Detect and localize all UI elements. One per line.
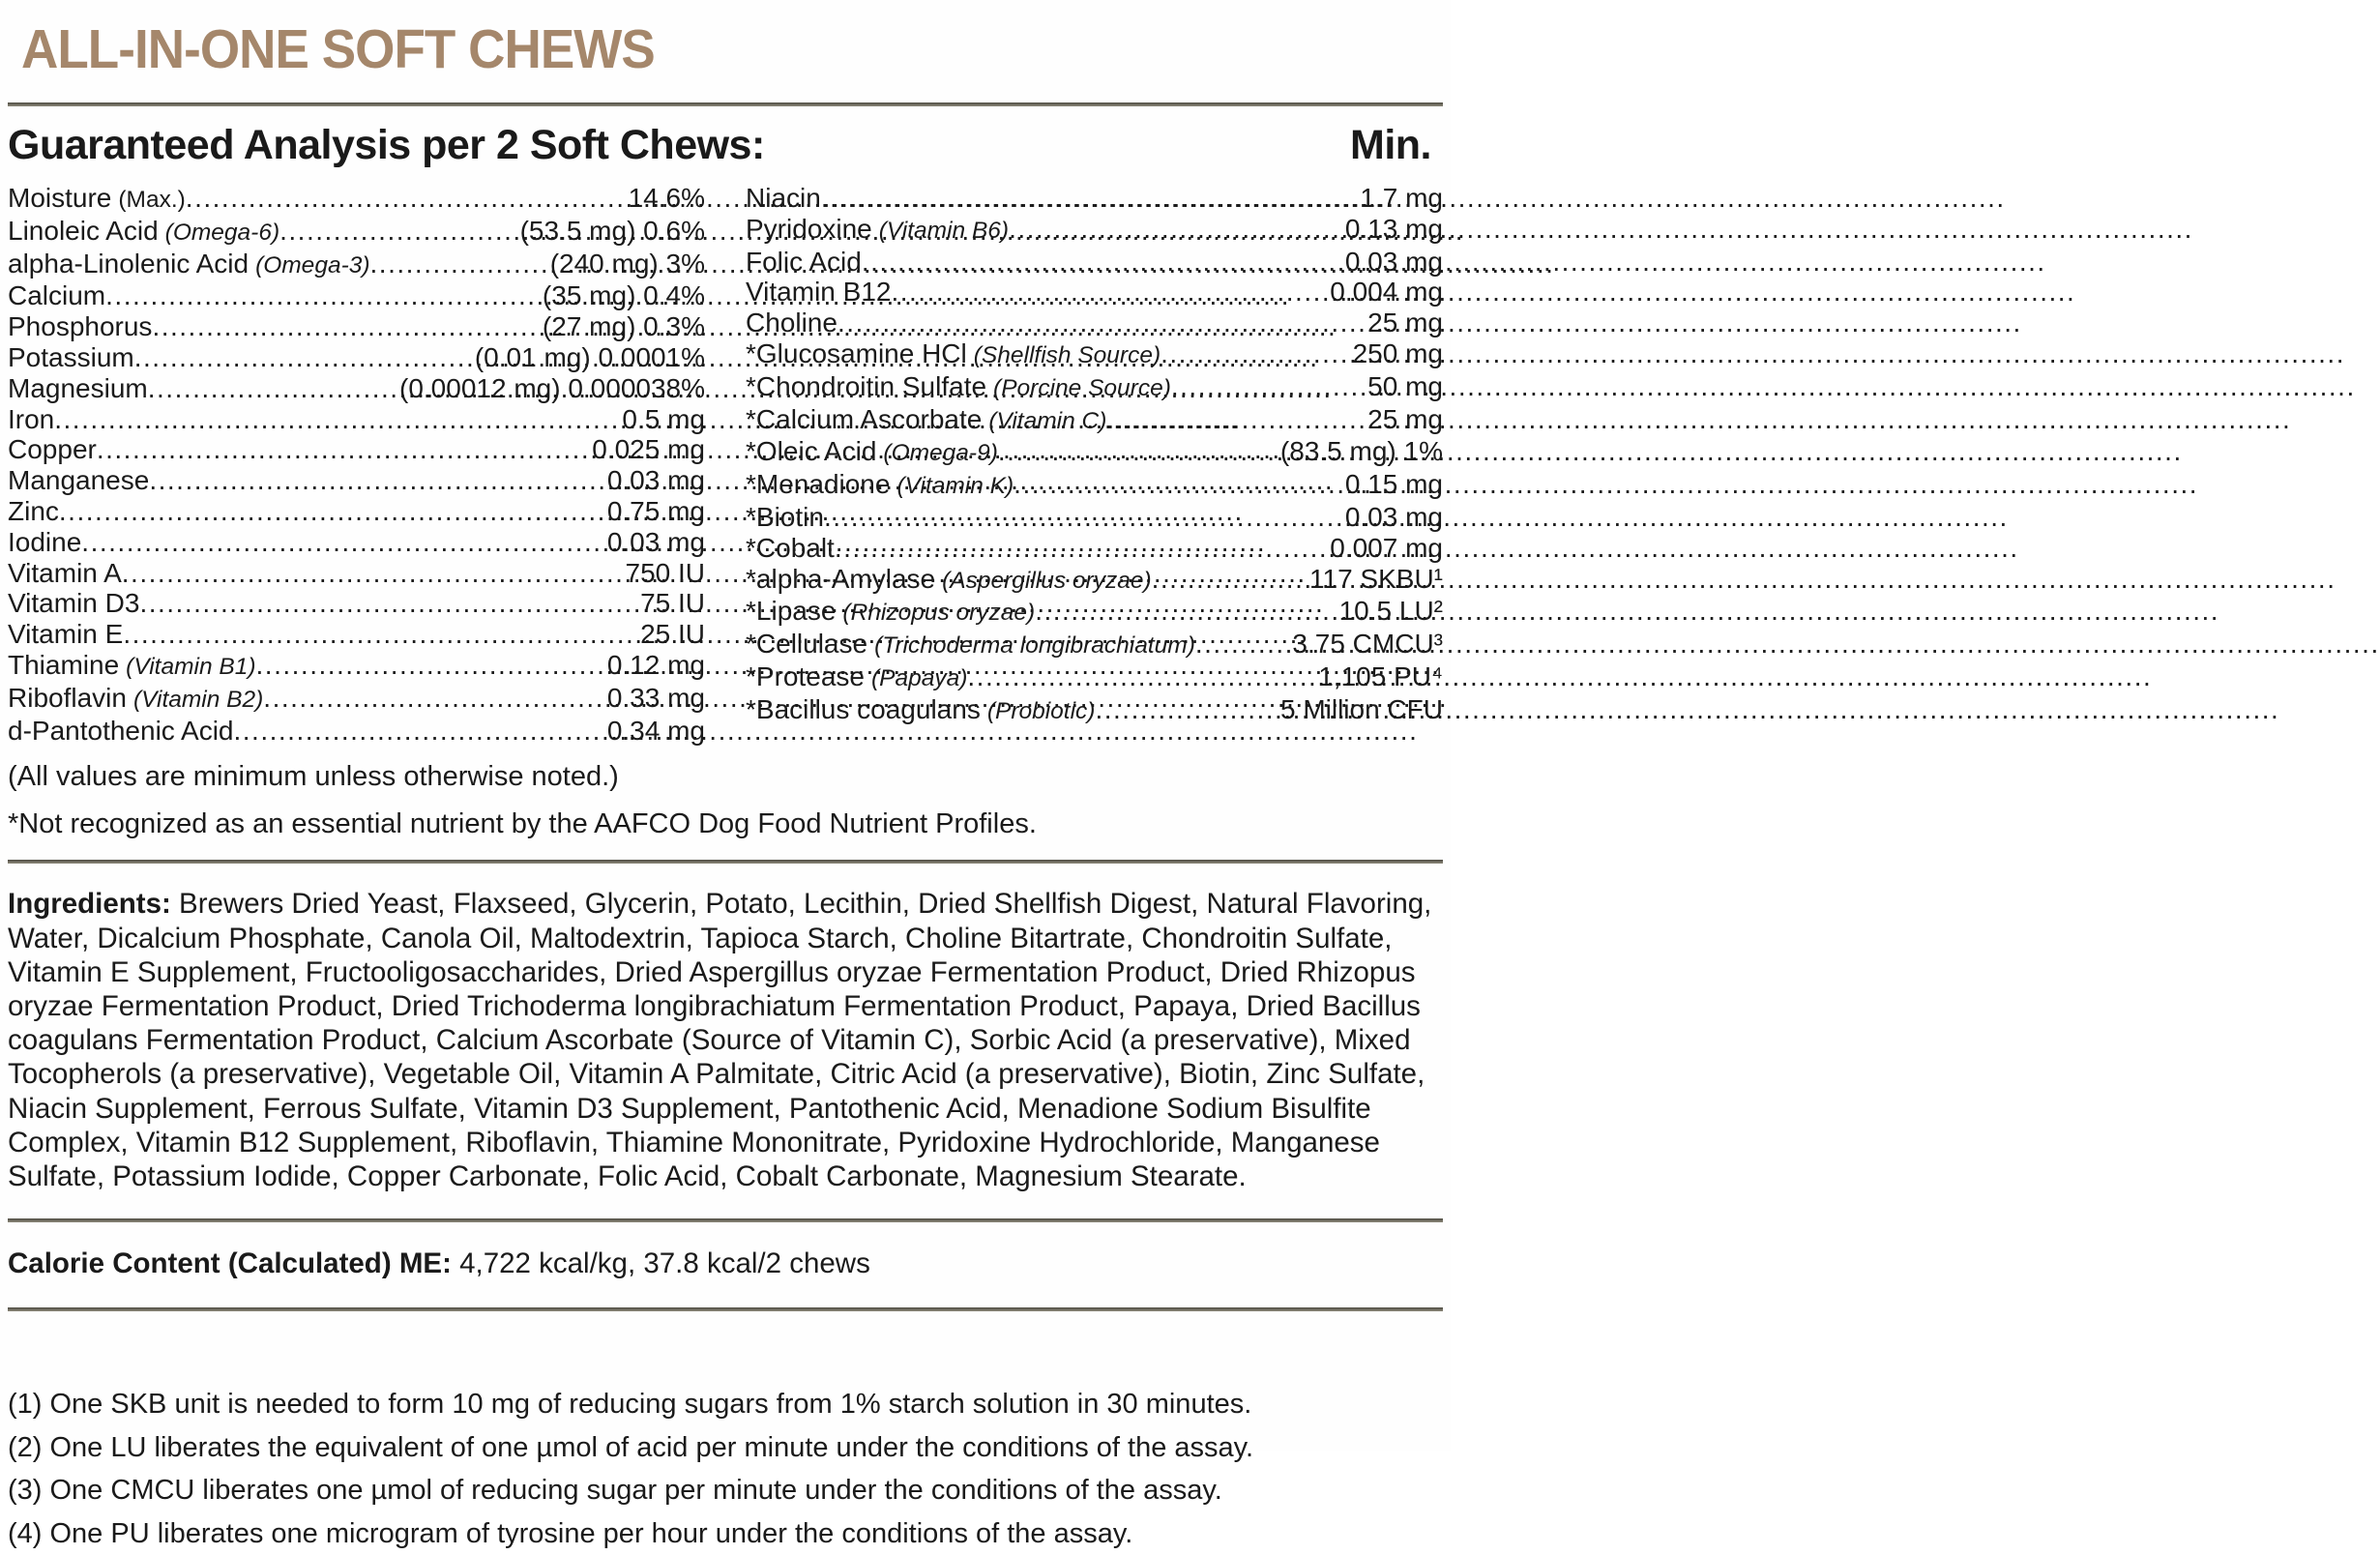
ingredients-text: Brewers Dried Yeast, Flaxseed, Glycerin, Potato, Lecithin, Dried Shellfish Digest, Natural Flavoring, Water, Dicalcium Phosphate, Canola Oil, Maltodextrin, Tapioca Starch, Choline Bitartrate, Chondroitin Sulfate, Vitamin E Supplement, Fructooligosaccharides, Dried Aspergillus oryzae Fermentation Product, Dried Rhizopus oryzae Fermentation Product, Dried Trichoderma longibrachiatum Fermentation Product, Papaya, Dried Bacillus coagulans Fermentation Product, Calcium Ascorbate (Source of Vitamin C), Sorbic Acid (a preservative), Mixed Tocopherols (a preservative), Vegetable Oil, Vitamin A Palmitate, Citric Acid (a preservative), Biotin, Zinc Sulfate, Niacin Supplement, Ferrous Sulfate, Vitamin D3 Supplement, Pantothenic Acid, Menadione Sodium Bisulfite Complex, Vitamin B12 Supplement, Riboflavin, Thiamine Mononitrate, Pyridoxine Hydrochloride, Manganese Sulfate, Potassium Iodide, Copper Carbonate, Folic Acid, Cobalt Carbonate, Magnesium Stearate. <box>8 888 1432 1192</box>
dot-leader <box>821 183 1358 214</box>
nutrient-label: *Oleic Acid <box>746 436 877 467</box>
nutrient-value: (53.5 mg) 0.6% <box>519 215 705 246</box>
dot-leader <box>54 404 619 435</box>
all-values-note: (All values are minimum unless otherwise noted.) <box>8 761 619 793</box>
nutrient-value: 0.34 mg <box>606 715 705 746</box>
dot-leader <box>149 465 603 496</box>
nutrient-value: 25 mg <box>1367 403 1443 434</box>
dot-leader <box>1014 469 1342 500</box>
dot-leader <box>1009 214 1342 245</box>
nutrient-label: Riboflavin <box>8 682 127 713</box>
analysis-right-column <box>746 183 1443 746</box>
nutrient-label: Iron <box>8 403 55 434</box>
aafco-note: *Not recognized as an essential nutrient by the AAFCO Dog Food Nutrient Profiles. <box>8 808 1037 840</box>
nutrient-row <box>8 183 705 216</box>
nutrient-row <box>8 496 705 527</box>
nutrient-row <box>8 249 705 281</box>
dot-leader <box>81 527 604 558</box>
ingredients-paragraph <box>8 864 1443 1218</box>
nutrient-label: Thiamine <box>8 649 120 680</box>
nutrient-label: Niacin <box>746 183 821 213</box>
dot-leader <box>835 533 1327 564</box>
dot-leader <box>998 436 1278 467</box>
nutrient-value: (0.01 mg) 0.0001% <box>474 341 705 372</box>
nutrient-value: 5 Million CFU <box>1279 693 1443 724</box>
nutrient-label: *Cellulase <box>746 629 868 660</box>
dot-leader <box>263 683 604 714</box>
dot-leader <box>123 619 637 650</box>
dot-leader <box>1035 596 1336 627</box>
nutrient-value: 0.15 mg <box>1344 469 1443 500</box>
nutrient-value: (240 mg) 3% <box>549 248 705 279</box>
nutrient-row <box>746 469 1443 502</box>
nutrient-row <box>746 183 1443 214</box>
dot-leader <box>234 716 604 747</box>
nutrient-row <box>8 404 705 435</box>
nutrient-label: *Menadione <box>746 469 891 500</box>
nutrient-value: (0.00012 mg) 0.000038% <box>399 372 705 403</box>
unit-footnotes <box>8 1383 1443 1555</box>
nutrient-row <box>8 683 705 716</box>
nutrient-note: (Omega-9) <box>883 440 998 467</box>
nutrient-value: 0.004 mg <box>1330 277 1443 308</box>
dot-leader <box>1106 404 1365 435</box>
dot-leader <box>862 247 1342 278</box>
nutrient-value: 117 SKBU¹ <box>1309 563 1443 594</box>
nutrient-label: d-Pantothenic Acid <box>8 715 234 746</box>
nutrient-row <box>746 564 1443 597</box>
nutrient-row <box>8 619 705 650</box>
nutrient-row <box>8 216 705 249</box>
nutrient-value: 0.03 mg <box>1344 501 1443 532</box>
nutrient-row <box>746 338 1443 371</box>
nutrient-row <box>8 588 705 619</box>
nutrient-label: Vitamin A <box>8 557 122 588</box>
nutrient-value: 25 IU <box>640 619 705 650</box>
nutrient-value: 0.75 mg <box>606 495 705 526</box>
nutrient-note: (Rhizopus oryzae) <box>842 600 1036 627</box>
nutrient-label: Manganese <box>8 465 150 496</box>
nutrient-row <box>746 629 1443 661</box>
unit-footnote-line: (3) One CMCU liberates one µmol of reducing sugar per minute under the conditions of the assay. <box>8 1475 1222 1507</box>
nutrient-row <box>8 280 705 311</box>
nutrient-label: Magnesium <box>8 372 148 403</box>
dot-leader <box>122 558 623 589</box>
dot-leader <box>1195 629 1290 660</box>
calorie-content-line <box>8 1222 1443 1307</box>
analysis-columns <box>8 175 1443 746</box>
ingredients-label: Ingredients: <box>8 888 171 921</box>
dot-leader <box>139 588 637 619</box>
dot-leader <box>59 496 604 527</box>
nutrient-row <box>8 650 705 683</box>
analysis-heading: Guaranteed Analysis per 2 Soft Chews: <box>8 122 765 168</box>
nutrient-label: Choline <box>746 308 837 338</box>
nutrient-value: 750 IU <box>625 557 705 588</box>
nutrient-note: (Vitamin K) <box>896 473 1014 500</box>
nutrient-value: (27 mg) 0.3% <box>542 311 705 342</box>
nutrient-value: 0.33 mg <box>606 682 705 713</box>
dot-leader <box>1095 694 1278 725</box>
nutrient-label: Moisture <box>8 183 112 213</box>
nutrient-label: *Chondroitin Sulfate <box>746 370 987 401</box>
nutrient-row <box>8 373 705 404</box>
nutrient-value: 10.5 LU² <box>1338 596 1443 627</box>
min-column-header: Min. <box>1350 122 1431 168</box>
calorie-text: 4,722 kcal/kg, 37.8 kcal/2 chews <box>451 1247 870 1280</box>
nutrient-row <box>746 533 1443 564</box>
nutrient-value: 25 mg <box>1367 308 1443 338</box>
nutrient-label: *Lipase <box>746 596 837 627</box>
nutrient-row <box>8 465 705 496</box>
unit-footnote-line: (2) One LU liberates the equivalent of one µmol of acid per minute under the conditions of the assay. <box>8 1431 1254 1463</box>
dot-leader <box>1171 371 1365 402</box>
nutrient-label: Zinc <box>8 495 59 526</box>
nutrient-note: (Vitamin B6) <box>878 217 1010 244</box>
nutrient-row <box>746 371 1443 404</box>
nutrient-row <box>8 434 705 465</box>
nutrient-note: (Papaya) <box>870 664 968 691</box>
nutrient-row <box>746 502 1443 533</box>
dot-leader <box>148 373 397 404</box>
nutrient-value: 0.12 mg <box>606 649 705 680</box>
nutrient-row <box>8 342 705 373</box>
analysis-left-column <box>8 183 705 746</box>
nutrient-value: (83.5 mg) 1% <box>1279 436 1443 467</box>
guaranteed-analysis-header <box>8 106 1443 175</box>
dot-leader <box>967 661 1315 692</box>
nutrient-value: 0.007 mg <box>1330 532 1443 563</box>
nutrient-value: 0.13 mg <box>1344 213 1443 244</box>
nutrient-row <box>746 214 1443 247</box>
nutrient-value: 0.03 mg <box>606 465 705 496</box>
nutrient-value: 75 IU <box>640 588 705 619</box>
nutrient-row <box>746 277 1443 308</box>
nutrient-label: *Protease <box>746 660 865 691</box>
nutrient-label: Vitamin B12 <box>746 277 892 308</box>
nutrient-row <box>746 661 1443 694</box>
nutrient-note: (Shellfish Source) <box>973 341 1161 368</box>
nutrient-note: (Aspergillus oryzae) <box>942 567 1152 594</box>
divider-calories-bottom <box>8 1307 1443 1311</box>
nutrient-row <box>8 311 705 342</box>
nutrient-note: (Porcine Source) <box>993 374 1171 401</box>
nutrient-value: 0.5 mg <box>622 403 705 434</box>
dot-leader <box>256 650 604 681</box>
nutrient-label: *Biotin <box>746 501 824 532</box>
nutrient-label: *Glucosamine HCl <box>746 337 967 368</box>
dot-leader <box>186 183 626 214</box>
nutrient-label: alpha-Linolenic Acid <box>8 248 250 279</box>
nutrient-row <box>746 404 1443 437</box>
unit-footnote-line: (4) One PU liberates one microgram of tyrosine per hour under the conditions of the assay. <box>8 1517 1133 1549</box>
nutrient-label: *Calcium Ascorbate <box>746 403 983 434</box>
nutrient-note: (Trichoderma longibrachiatum) <box>874 632 1195 660</box>
nutrient-label: Phosphorus <box>8 311 153 342</box>
dot-leader <box>837 308 1365 338</box>
nutrient-row <box>746 247 1443 278</box>
nutrient-value: 1.7 mg <box>1360 183 1443 213</box>
dot-leader <box>1161 338 1349 369</box>
nutrient-value: 14.6% <box>628 183 705 213</box>
nutrient-row <box>8 558 705 589</box>
nutrient-row <box>8 716 705 747</box>
nutrient-row <box>746 694 1443 727</box>
nutrient-value: 0.03 mg <box>1344 246 1443 277</box>
nutrient-row <box>8 527 705 558</box>
nutrient-value: 3.75 CMCU³ <box>1292 629 1443 660</box>
nutrient-label: Iodine <box>8 526 82 557</box>
nutrient-row <box>746 596 1443 629</box>
nutrient-label: Calcium <box>8 280 106 311</box>
nutrient-row <box>746 308 1443 338</box>
nutrient-note: (Probiotic) <box>986 697 1096 724</box>
dot-leader <box>97 434 589 465</box>
nutrient-value: 0.025 mg <box>592 434 705 465</box>
nutrient-label: Copper <box>8 434 97 465</box>
product-title: ALL-IN-ONE SOFT CHEWS <box>21 18 655 80</box>
nutrient-label: *alpha-Amylase <box>746 563 936 594</box>
nutrient-note: (Vitamin C) <box>988 407 1107 434</box>
dot-leader <box>1152 564 1307 595</box>
nutrient-value: 50 mg <box>1367 370 1443 401</box>
nutrient-note: (Vitamin B2) <box>132 686 264 713</box>
nutrient-note: (Omega-6) <box>164 219 280 246</box>
nutrient-label: Vitamin E <box>8 619 124 650</box>
nutrient-note: (Vitamin B1) <box>126 653 256 680</box>
nutrient-value: (35 mg) 0.4% <box>542 280 705 311</box>
calorie-label: Calorie Content (Calculated) ME: <box>8 1247 452 1280</box>
unit-footnote-line: (1) One SKB unit is needed to form 10 mg of reducing sugars from 1% starch solution in 30 minutes. <box>8 1389 1252 1421</box>
dot-leader <box>105 280 540 311</box>
nutrient-label: Potassium <box>8 341 134 372</box>
dot-leader <box>279 216 516 247</box>
nutrient-value: 0.03 mg <box>606 526 705 557</box>
dot-leader <box>152 311 539 342</box>
nutrient-label: Folic Acid <box>746 246 862 277</box>
dot-leader <box>824 502 1342 533</box>
nutrient-value: 1,105 PU⁴ <box>1318 660 1443 691</box>
nutrient-note: (Omega-3) <box>255 251 370 279</box>
nutrient-note: (Max.) <box>118 187 186 213</box>
nutrient-label: Pyridoxine <box>746 213 872 244</box>
dot-leader <box>891 277 1327 308</box>
nutrient-label: Linoleic Acid <box>8 215 159 246</box>
nutrient-label: *Bacillus coagulans <box>746 693 981 724</box>
nutrient-label: *Cobalt <box>746 532 835 563</box>
nutrient-row <box>746 436 1443 469</box>
nutrient-value: 250 mg <box>1352 337 1443 368</box>
dot-leader <box>370 249 547 279</box>
dot-leader <box>134 342 472 373</box>
nutrient-label: Vitamin D3 <box>8 588 140 619</box>
